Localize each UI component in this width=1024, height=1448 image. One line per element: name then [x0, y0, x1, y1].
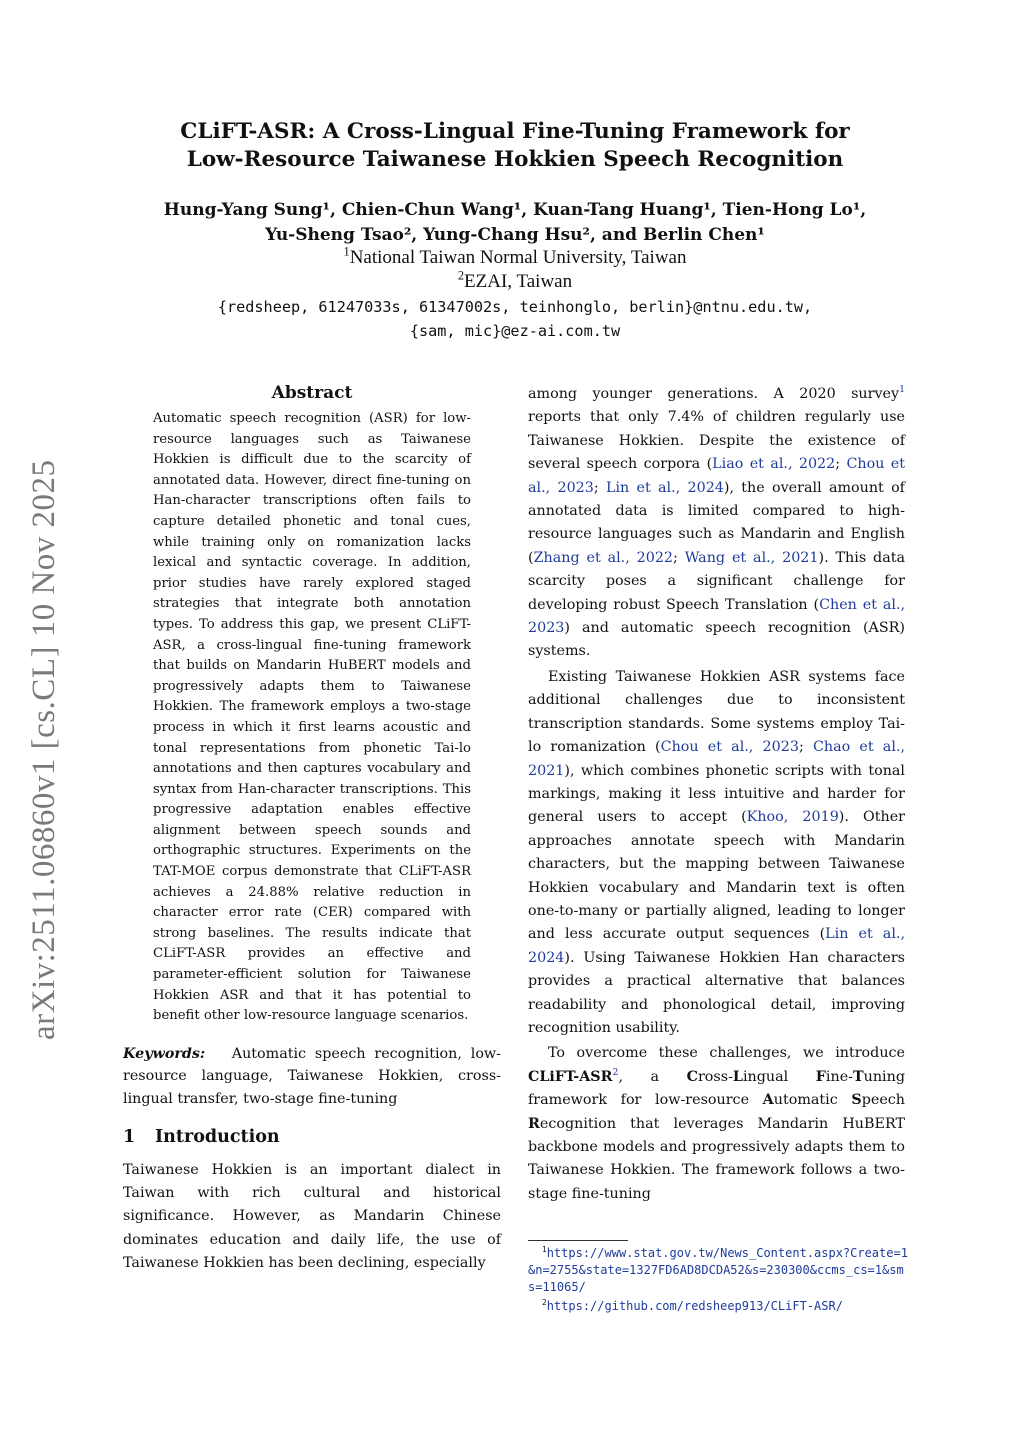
- footnote-2: $^2$https://github.com/redsheep913/CLiFT-ASR/: [542, 1298, 843, 1313]
- intro-paragraph-4: To overcome these challenges, we introduce CLiFT-ASR$^2$, a Cross-Lingual Fine-Tuning framework for low-resource Automatic Speech Recognition that leverages Mandarin HuBERT backbone models and progressively adapts them to Taiwanese Hokkien. The framework follows a two-stage fine-tuning: [528, 1045, 905, 1202]
- citation-link[interactable]: Zhang et al., 2022: [533, 549, 674, 566]
- footnotes: [528, 1245, 908, 1317]
- citation-link[interactable]: Chen et al., 2023: [528, 596, 906, 637]
- intro-paragraph-2: among younger generations. A 2020 survey$^1$ reports that only 7.4% of children regularly use Taiwanese Hokkien. Despite the existence of several speech corpora (Liao et al., 2022; Chou et al., 2023; Lin et al., 2024), the overall amount of annotated data is limited compared to high-resource languages such as Mandarin and English (Zhang et al., 2022; Wang et al., 2021). This data scarcity poses a significant challenge for developing robust Speech Translation (Chen et al., 2023) and automatic speech recognition (ASR) systems.: [528, 384, 906, 660]
- footnote-url-link[interactable]: https://github.com/redsheep913/CLiFT-ASR/: [546, 1299, 843, 1313]
- citation-link[interactable]: Chao et al., 2021: [528, 739, 905, 779]
- footnote-divider: [528, 1240, 628, 1241]
- abstract-heading: Abstract: [271, 383, 353, 403]
- arxiv-watermark: arXiv:2511.06860v1 [cs.CL] 10 Nov 2025: [26, 459, 62, 1040]
- citation-link[interactable]: Liao et al., 2022: [712, 456, 836, 473]
- left-column: [123, 383, 501, 1276]
- paper-title: [100, 118, 930, 174]
- footnote-1: $^1$https://www.stat.gov.tw/News_Content.aspx?Create=1&n=2755&state=1327FD6AD8DCDA52&s=230300&ccms_cs=1&sms=11065/: [528, 1245, 908, 1294]
- right-column: [528, 383, 905, 1206]
- emails-line-2: {sam, mic}@ez-ai.com.tw: [409, 322, 621, 340]
- section-number: 1: [123, 1126, 136, 1147]
- authors-line-1: Hung-Yang Sung¹, Chien-Chun Wang¹, Kuan-Tang Huang¹, Tien-Hong Lo¹,: [163, 200, 867, 220]
- citation-link[interactable]: Khoo, 2019: [746, 809, 839, 826]
- keywords: [123, 1043, 501, 1111]
- footnote-ref-2[interactable]: 2: [612, 1067, 619, 1079]
- affiliation-1: $^1$National Taiwan Normal University, Taiwan: [343, 244, 687, 268]
- keywords-text: Automatic speech recognition, low-resource language, Taiwanese Hokkien, cross-lingual transfer, two-stage fine-tuning: [123, 1045, 501, 1107]
- affiliation-2: $^2$EZAI, Taiwan: [457, 268, 573, 292]
- intro-paragraph-1: Taiwanese Hokkien is an important dialect in Taiwan with rich cultural and historical significance. However, as Mandarin Chinese dominates education and daily life, the use of Taiwanese Hokkien has been declining, especially: [123, 1161, 501, 1272]
- citation-link[interactable]: Chou et al., 2023: [528, 456, 905, 496]
- footnote-url-link[interactable]: https://www.stat.gov.tw/News_Content.aspx?Create=1&n=2755&state=1327FD6AD8DCDA52&s=230300&ccms_cs=1&sms=11065/: [528, 1246, 908, 1294]
- keywords-label: Keywords:: [123, 1045, 206, 1062]
- author-emails: [90, 295, 940, 343]
- title-line-1: CLiFT-ASR: A Cross-Lingual Fine-Tuning Framework for: [180, 119, 850, 144]
- citation-link[interactable]: Lin et al., 2024: [528, 926, 905, 966]
- intro-paragraph-3: Existing Taiwanese Hokkien ASR systems face additional challenges due to inconsistent transcription standards. Some systems employ Tai-lo romanization (Chou et al., 2023; Chao et al., 2021), which combines phonetic scripts with tonal markings, making it less intuitive and harder for general users to accept (Khoo, 2019). Other approaches annotate speech with Mandarin characters, but the mapping between Taiwanese Hokkien vocabulary and Mandarin text is often one-to-many or partially aligned, leading to longer and less accurate output sequences (Lin et al., 2024). Using Taiwanese Hokkien Han characters provides a practical alternative that balances readability and phonological detail, improving recognition usability.: [528, 668, 905, 1036]
- citation-link[interactable]: Lin et al., 2024: [605, 479, 724, 496]
- title-line-2: Low-Resource Taiwanese Hokkien Speech Recognition: [186, 147, 844, 172]
- framework-name: CLiFT-ASR: [528, 1068, 613, 1085]
- abstract-text: Automatic speech recognition (ASR) for low-resource languages such as Taiwanese Hokkien is difficult due to the scarcity of annotated data. However, direct fine-tuning on Han-character transcriptions often fails to capture detailed phonetic and tonal cues, while training only on romanization lacks lexical and syntactic coverage. In addition, prior studies have rarely explored staged strategies that integrate both annotation types. To address this gap, we present CLiFT-ASR, a cross-lingual fine-tuning framework that builds on Mandarin HuBERT models and progressively adapts them to Taiwanese Hokkien. The framework employs a two-stage process in which it first learns acoustic and tonal representations from phonetic Tai-lo annotations and then captures vocabulary and syntax from Han-character transcriptions. This progressive adaptation enables effective alignment between speech sounds and orthographic structures. Experiments on the TAT-MOE corpus demonstrate that CLiFT-ASR achieves a 24.88% relative reduction in character error rate (CER) compared with strong baselines. The results indicate that CLiFT-ASR provides an effective and parameter-efficient solution for Taiwanese Hokkien ASR and that it has potential to benefit other low-resource language scenarios.: [153, 411, 471, 1024]
- section-heading-introduction: [123, 1127, 501, 1147]
- affiliations: [90, 246, 940, 294]
- author-list: [90, 198, 940, 248]
- emails-line-1: {redsheep, 61247033s, 61347002s, teinhonglo, berlin}@ntnu.edu.tw,: [217, 298, 813, 316]
- citation-link[interactable]: Chou et al., 2023: [660, 739, 799, 756]
- footnote-ref-1[interactable]: 1: [899, 384, 905, 396]
- citation-link[interactable]: Wang et al., 2021: [684, 549, 819, 566]
- section-title: Introduction: [155, 1126, 280, 1147]
- authors-line-2: Yu-Sheng Tsao², Yung-Chang Hsu², and Berlin Chen¹: [265, 225, 765, 245]
